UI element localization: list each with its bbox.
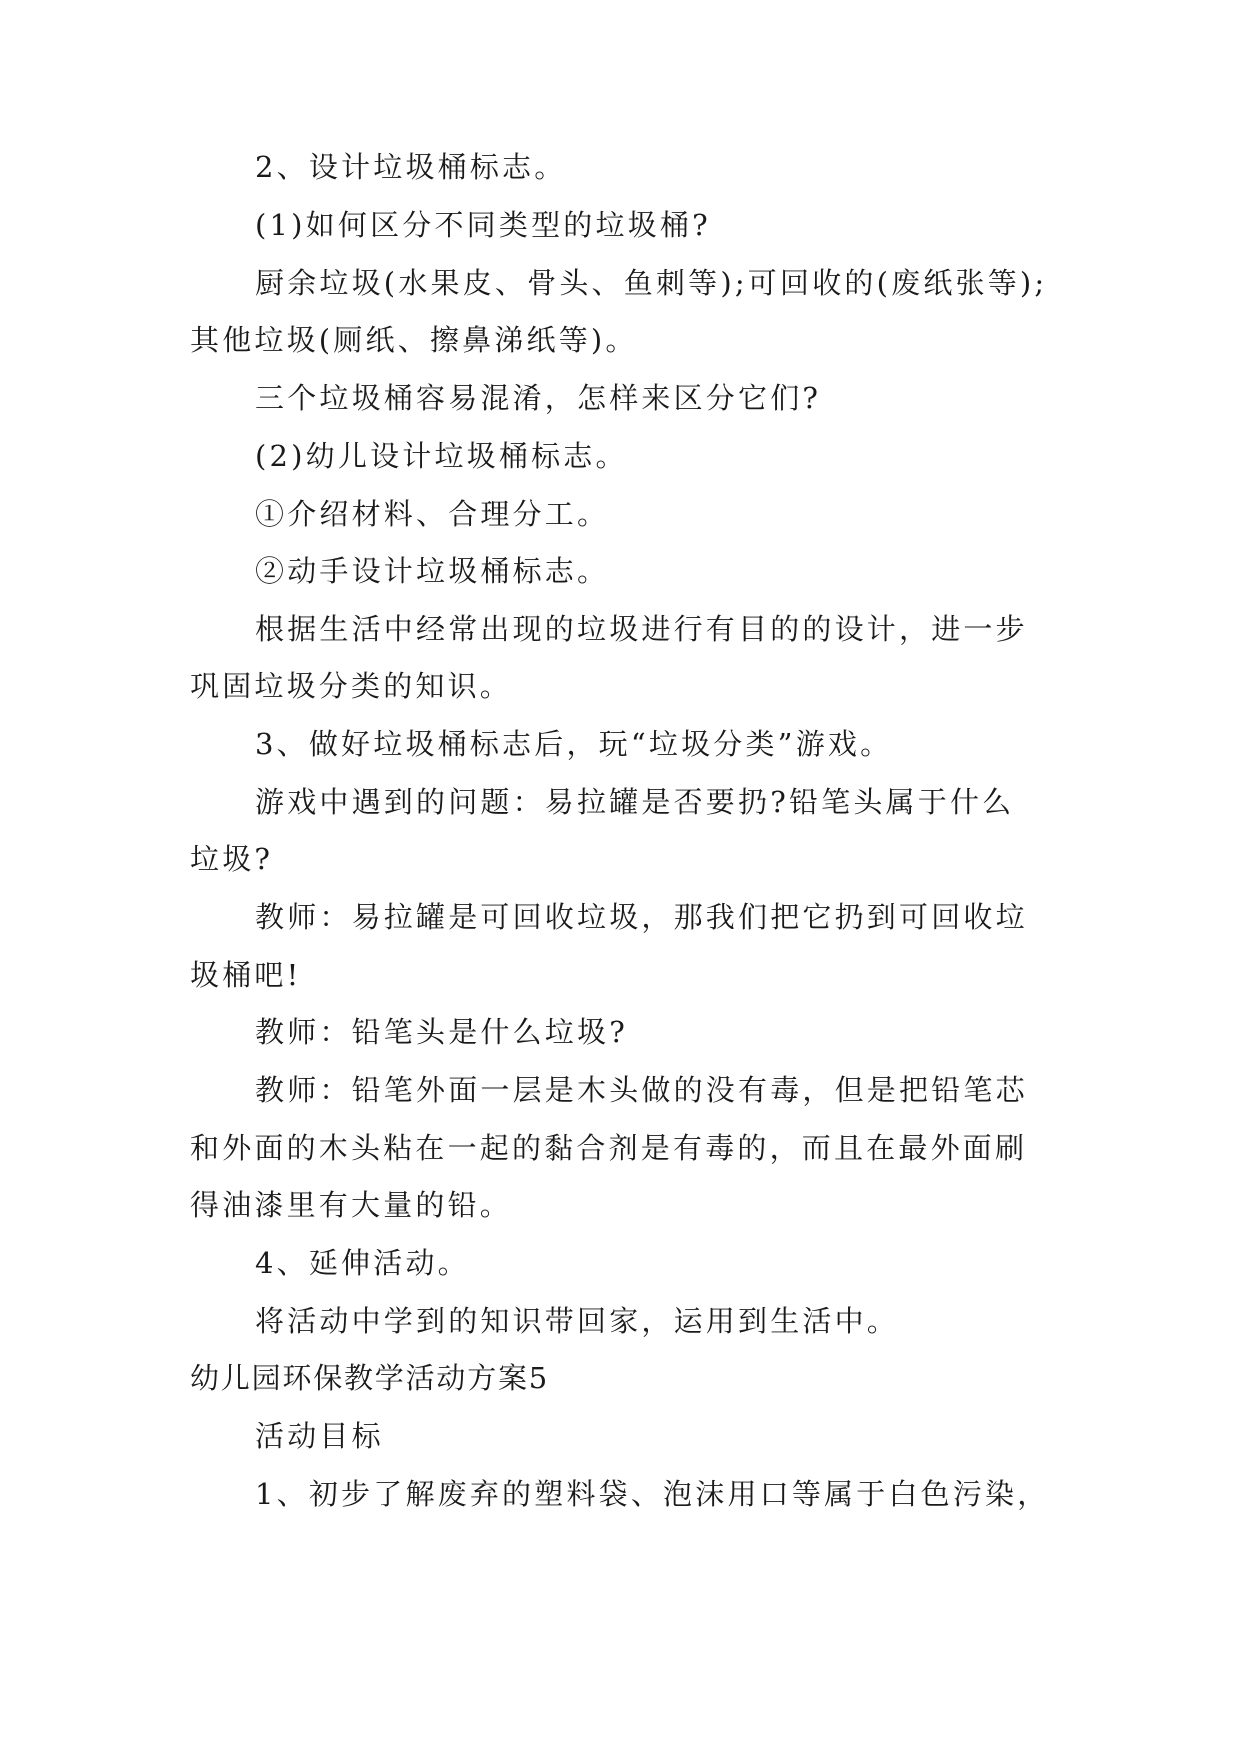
paragraph-line: 将活动中学到的知识带回家，运用到生活中。 (255, 1304, 900, 1338)
paragraph-line: 教师：易拉罐是可回收垃圾，那我们把它扔到可回收垃 (255, 900, 1028, 934)
paragraph-line: 教师：铅笔头是什么垃圾? (255, 1015, 628, 1049)
paragraph-line: 得油漆里有大量的铅。 (190, 1188, 513, 1222)
section-4-heading: 4、延伸活动。 (255, 1246, 470, 1280)
section-title: 幼儿园环保教学活动方案5 (190, 1361, 550, 1395)
paragraph-line: 1、初步了解废弃的塑料袋、泡沫用口等属于白色污染， (255, 1477, 1050, 1511)
paragraph-line: 厨余垃圾(水果皮、骨头、鱼刺等);可回收的(废纸张等); (255, 266, 1048, 300)
paragraph-line: 三个垃圾桶容易混淆，怎样来区分它们? (255, 381, 822, 415)
section-2-heading: 2、设计垃圾桶标志。 (255, 150, 567, 184)
paragraph-line: 游戏中遇到的问题：易拉罐是否要扔?铅笔头属于什么 (255, 785, 1015, 819)
paragraph-line: 教师：铅笔外面一层是木头做的没有毒，但是把铅笔芯 (255, 1073, 1028, 1107)
question-1: (1)如何区分不同类型的垃圾桶? (255, 208, 711, 242)
paragraph-line: 圾桶吧! (190, 958, 302, 992)
section-3-heading: 3、做好垃圾桶标志后，玩“垃圾分类”游戏。 (255, 727, 893, 761)
step-2: (2)幼儿设计垃圾桶标志。 (255, 439, 628, 473)
sub-step-1: ①介绍材料、合理分工。 (255, 497, 610, 531)
paragraph-line: 垃圾? (190, 842, 274, 876)
paragraph-line: 和外面的木头粘在一起的黏合剂是有毒的，而且在最外面刷 (190, 1131, 1028, 1165)
sub-step-2: ②动手设计垃圾桶标志。 (255, 554, 610, 588)
paragraph-line: 根据生活中经常出现的垃圾进行有目的的设计，进一步 (255, 612, 1028, 646)
subsection-heading: 活动目标 (255, 1419, 384, 1453)
paragraph-line: 其他垃圾(厕纸、擦鼻涕纸等)。 (190, 323, 638, 357)
paragraph-line: 巩固垃圾分类的知识。 (190, 669, 513, 703)
